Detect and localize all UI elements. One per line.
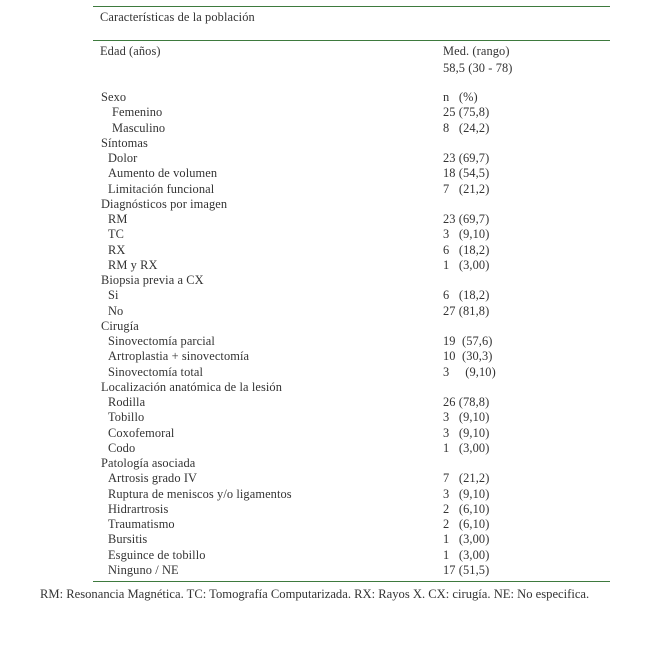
table-section-heading xyxy=(0,456,645,471)
table-top-rule xyxy=(93,6,610,7)
table-footnote: RM: Resonancia Magnética. TC: Tomografía Computarizada. RX: Rayos X. CX: cirugía. NE: No especifica. xyxy=(40,587,590,601)
row-value: 3 (9,10) xyxy=(443,425,490,440)
table-row xyxy=(0,258,645,273)
row-label: Rodilla xyxy=(108,395,146,409)
row-value: 2 (6,10) xyxy=(443,501,490,516)
row-value: 3 (9,10) xyxy=(443,227,490,242)
table-section-heading xyxy=(0,319,645,334)
row-label: Limitación funcional xyxy=(108,181,215,196)
row-value: 3 (9,10) xyxy=(443,364,496,379)
table-row xyxy=(0,502,645,517)
row-value: 23 (69,7) xyxy=(443,151,490,165)
row-value: 10 (30,3) xyxy=(443,349,493,364)
row-label: Hidrartrosis xyxy=(108,501,169,516)
table-row xyxy=(0,212,645,227)
table-row xyxy=(0,410,645,425)
table-row xyxy=(0,304,645,319)
table-row xyxy=(0,487,645,502)
row-label: Sinovectomía total xyxy=(108,364,204,379)
table-row xyxy=(0,471,645,486)
row-label: TC xyxy=(108,227,125,242)
row-label: Codo xyxy=(108,440,136,455)
row-value: 1 (3,00) xyxy=(443,547,490,562)
table-row xyxy=(0,548,645,563)
row-label: Diagnósticos por imagen xyxy=(101,196,228,211)
row-value: n (%) xyxy=(443,90,478,104)
row-value: 18 (54,5) xyxy=(443,166,490,181)
table-row xyxy=(0,517,645,532)
row-label: Tobillo xyxy=(108,410,145,425)
table-bottom-rule xyxy=(93,581,610,582)
row-value: 27 (81,8) xyxy=(443,303,490,318)
row-label: Femenino xyxy=(112,105,163,120)
row-label: Ruptura de meniscos y/o ligamentos xyxy=(108,486,292,501)
row-label: Artrosis grado IV xyxy=(108,471,198,486)
table-row xyxy=(0,395,645,410)
row-value: 8 (24,2) xyxy=(443,120,490,135)
row-label: RM xyxy=(108,212,128,226)
row-value: 1 (3,00) xyxy=(443,532,490,547)
table-section-heading xyxy=(0,380,645,395)
age-median-range: 58,5 (30 - 78) xyxy=(443,61,513,75)
table-row xyxy=(0,349,645,364)
row-label: Coxofemoral xyxy=(108,425,175,440)
table-section-heading xyxy=(0,197,645,212)
table-row xyxy=(0,563,645,578)
row-label: Síntomas xyxy=(101,135,148,150)
table-row xyxy=(0,441,645,456)
row-value: 17 (51,5) xyxy=(443,562,490,577)
row-label: Patología asociada xyxy=(101,456,196,470)
row-label: Masculino xyxy=(112,120,166,135)
table-row xyxy=(0,182,645,197)
row-value: 2 (6,10) xyxy=(443,517,490,531)
table-row xyxy=(0,365,645,380)
row-label: Biopsia previa a CX xyxy=(101,273,204,287)
table-row xyxy=(0,227,645,242)
row-value: 6 (18,2) xyxy=(443,242,490,257)
row-label: Bursitis xyxy=(108,532,148,547)
row-value: 3 (9,10) xyxy=(443,486,490,501)
row-label: Ninguno / NE xyxy=(108,562,179,577)
row-value: 25 (75,8) xyxy=(443,105,490,120)
table-header-rule xyxy=(93,40,610,41)
row-label: Localización anatómica de la lesión xyxy=(101,379,283,394)
table-section-heading xyxy=(0,90,645,105)
row-value: 7 (21,2) xyxy=(443,471,490,486)
row-value: 19 (57,6) xyxy=(443,334,493,348)
row-label: No xyxy=(108,303,124,318)
row-value: 23 (69,7) xyxy=(443,212,490,226)
table-row xyxy=(0,121,645,136)
row-value: 3 (9,10) xyxy=(443,410,490,425)
row-label: RM y RX xyxy=(108,257,158,272)
table-row xyxy=(0,334,645,349)
table-row xyxy=(0,532,645,547)
table-title: Características de la población xyxy=(100,10,255,24)
table-row xyxy=(0,288,645,303)
table-section-heading xyxy=(0,273,645,288)
row-label: Esguince de tobillo xyxy=(108,547,206,562)
row-value: 6 (18,2) xyxy=(443,288,490,303)
row-label: RX xyxy=(108,242,126,257)
row-value: 7 (21,2) xyxy=(443,181,490,196)
row-label: Sinovectomía parcial xyxy=(108,334,215,348)
column-header-label: Edad (años) xyxy=(100,44,161,58)
table-row xyxy=(0,426,645,441)
row-label: Sexo xyxy=(101,90,127,104)
row-label: Artroplastia + sinovectomía xyxy=(108,349,250,364)
table-row xyxy=(0,243,645,258)
table-section-heading xyxy=(0,136,645,151)
row-value: 26 (78,8) xyxy=(443,395,490,409)
row-value: 1 (3,00) xyxy=(443,440,490,455)
row-label: Cirugía xyxy=(101,318,139,333)
row-label: Traumatismo xyxy=(108,517,175,531)
table-row xyxy=(0,105,645,120)
column-header-value: Med. (rango) xyxy=(443,44,510,58)
row-label: Aumento de volumen xyxy=(108,166,218,181)
row-label: Si xyxy=(108,288,119,303)
row-value: 1 (3,00) xyxy=(443,257,490,272)
table-row xyxy=(0,151,645,166)
table-row xyxy=(0,166,645,181)
row-label: Dolor xyxy=(108,151,138,165)
